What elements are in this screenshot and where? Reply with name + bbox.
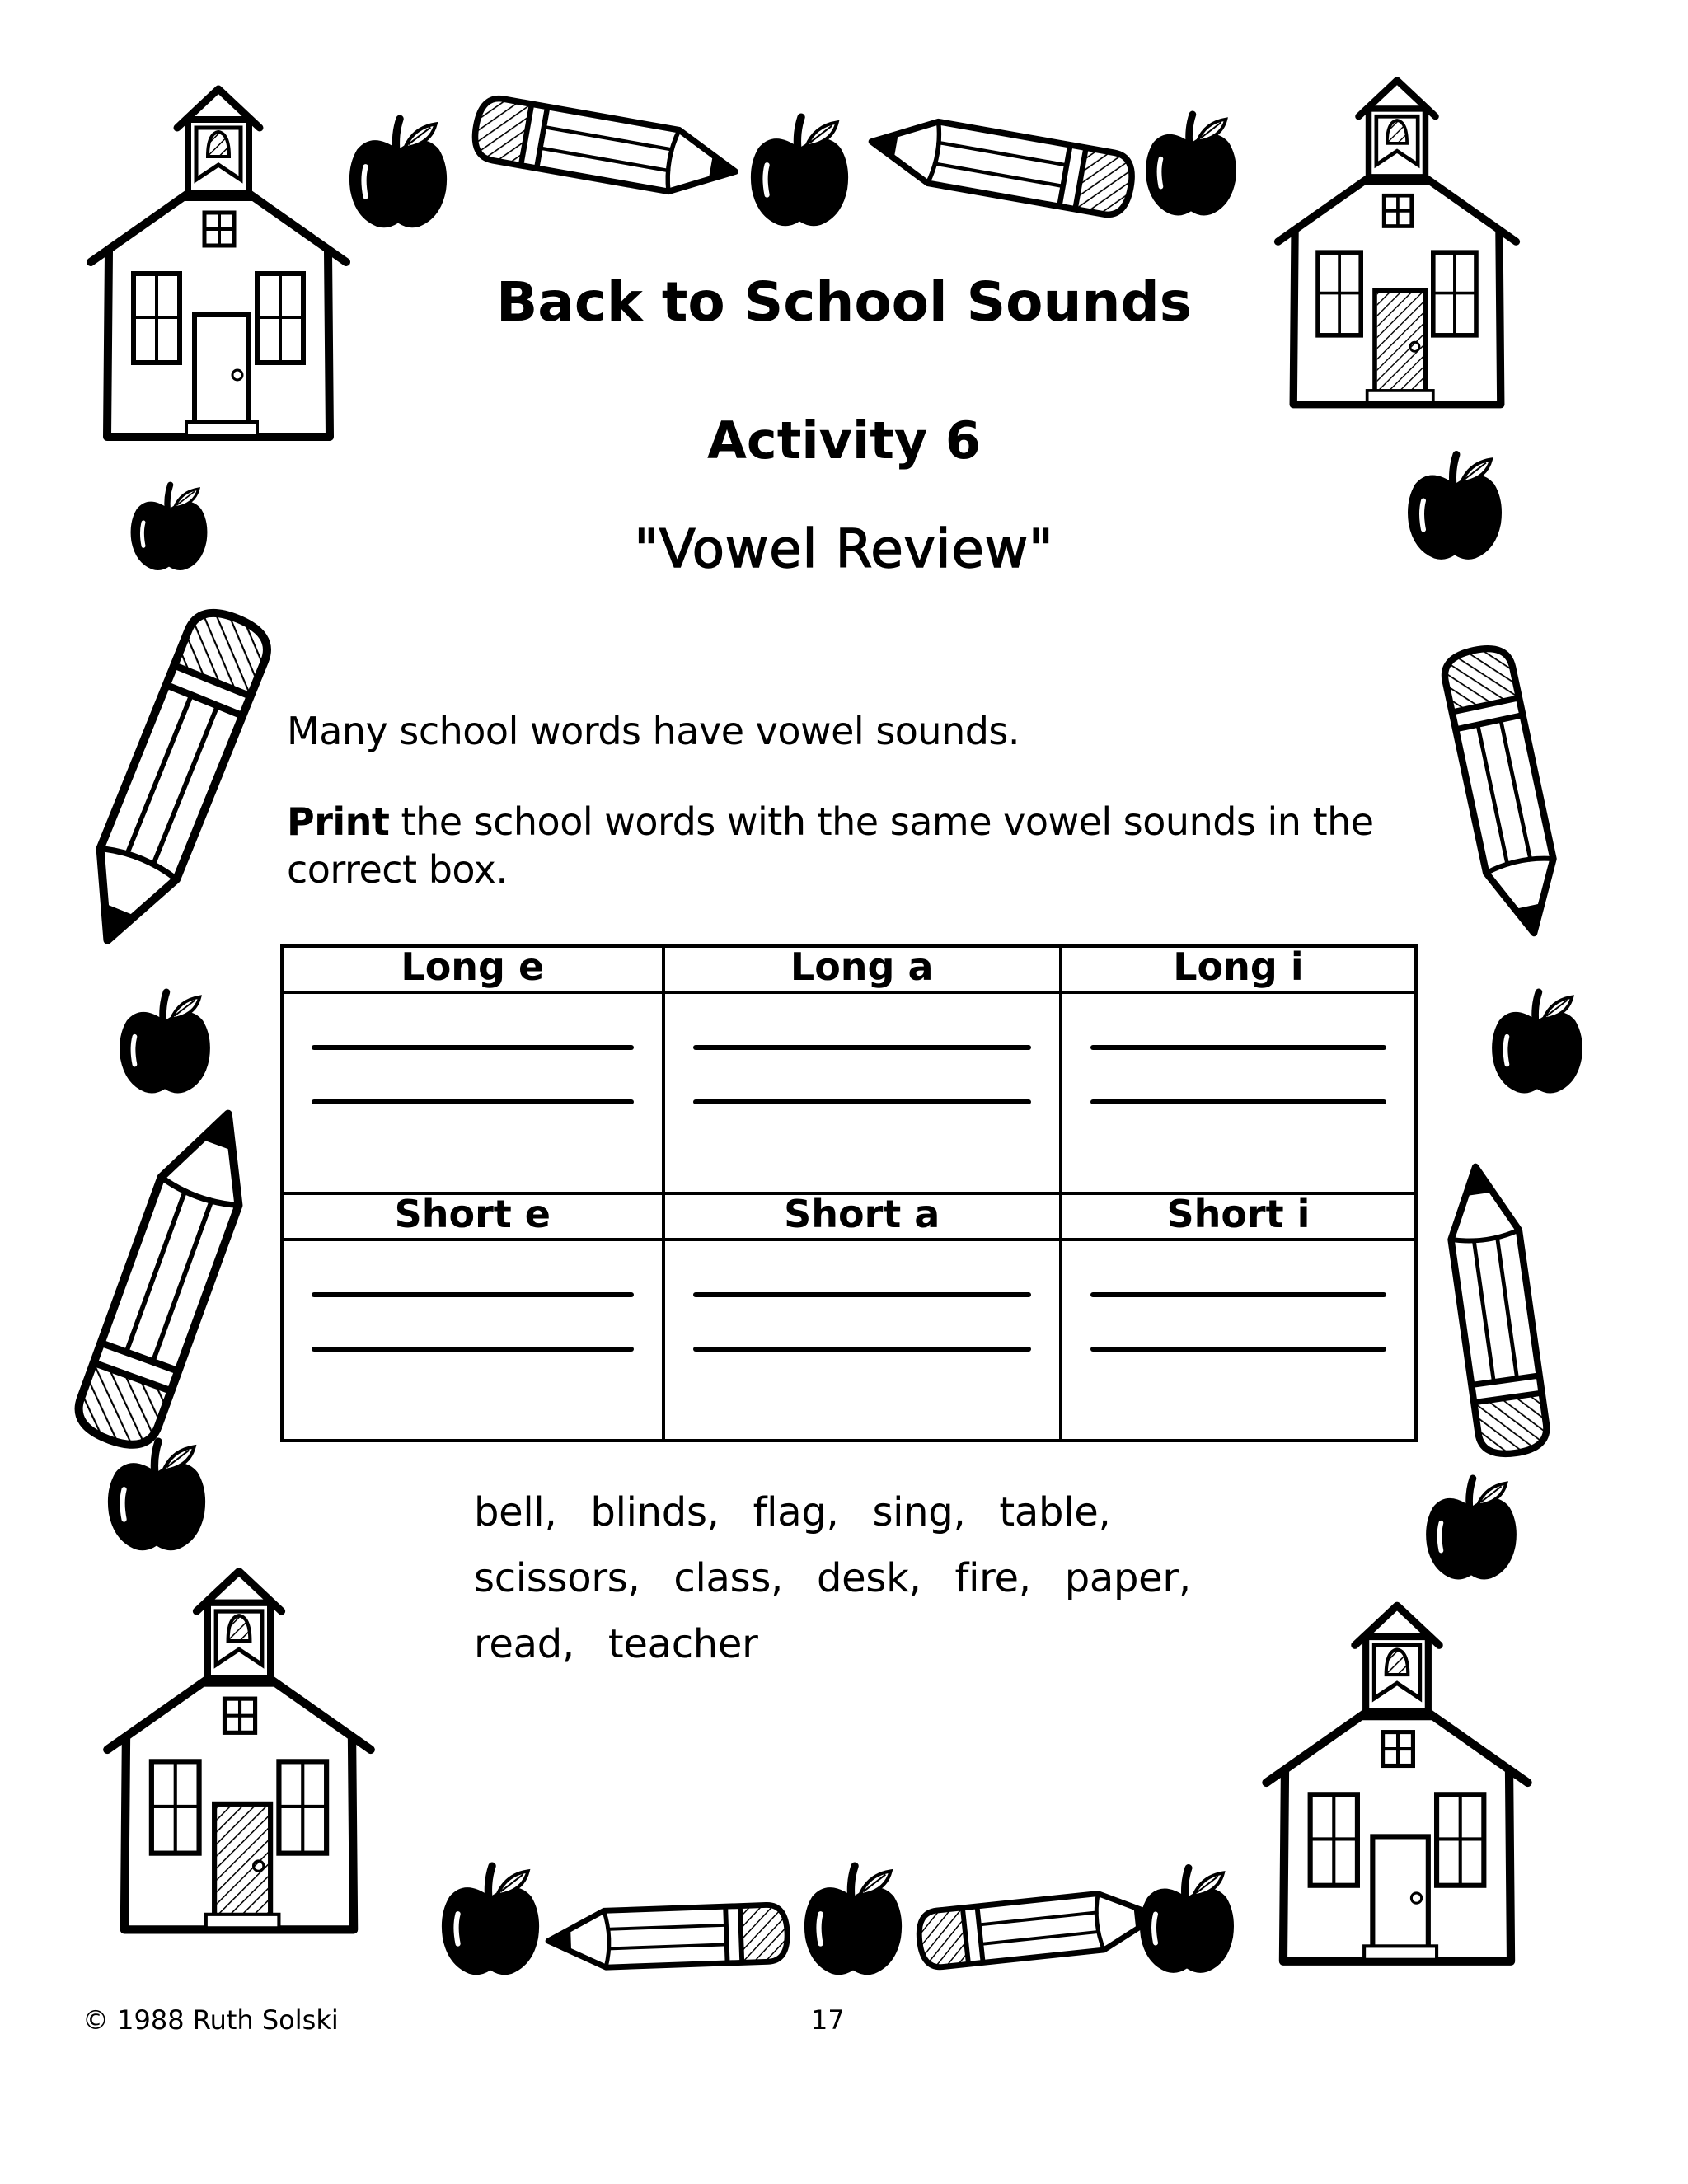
answer-cell-short-e[interactable] (282, 1240, 663, 1441)
schoolhouse-icon (82, 82, 363, 445)
word-bank-line (474, 1479, 1298, 1545)
answer-cell-long-i[interactable] (1061, 992, 1416, 1193)
answer-line[interactable] (1090, 1292, 1386, 1297)
word-bank-line (474, 1611, 1298, 1677)
apple-icon (746, 114, 853, 229)
answer-line[interactable] (312, 1292, 634, 1297)
schoolhouse-icon (99, 1549, 379, 1953)
page-number: 17 (811, 2004, 845, 2036)
answer-cell-long-a[interactable] (663, 992, 1061, 1193)
activity-number: Activity 6 (706, 410, 982, 471)
header-short-a: Short a (663, 1193, 1061, 1240)
apple-icon (1488, 989, 1587, 1096)
word-bank-line (474, 1545, 1298, 1611)
answer-line[interactable] (693, 1347, 1031, 1352)
header-short-i: Short i (1061, 1193, 1416, 1240)
answer-line[interactable] (312, 1347, 634, 1352)
answer-line[interactable] (1090, 1045, 1386, 1050)
instruction-text (287, 798, 1441, 893)
answer-line[interactable] (312, 1045, 634, 1050)
schoolhouse-icon (1261, 74, 1533, 412)
answer-row-short (282, 1240, 1416, 1441)
word: paper, (1064, 1555, 1191, 1601)
header-long-e: Long e (282, 946, 663, 992)
word: scissors, (474, 1555, 640, 1601)
print-keyword: Print (287, 799, 390, 844)
pencil-icon (1401, 610, 1607, 972)
word: fire, (954, 1555, 1031, 1601)
word: blinds, (590, 1489, 720, 1535)
answer-line[interactable] (693, 1099, 1031, 1104)
answer-line[interactable] (1090, 1347, 1386, 1352)
answer-line[interactable] (693, 1045, 1031, 1050)
word: class, (673, 1555, 784, 1601)
apple-icon (115, 989, 214, 1096)
pencil-icon (548, 1896, 795, 1978)
word: table, (999, 1489, 1111, 1535)
word-bank (474, 1479, 1298, 1677)
word: read, (474, 1621, 574, 1667)
apple-icon (1422, 1475, 1521, 1582)
apple-icon (437, 1863, 544, 1978)
answer-line[interactable] (1090, 1099, 1386, 1104)
answer-cell-short-i[interactable] (1061, 1240, 1416, 1441)
instruction-rest: the school words with the same vowel sounds in the correct box. (287, 799, 1374, 892)
header-long-i: Long i (1061, 946, 1416, 992)
header-row-short (282, 1193, 1416, 1240)
word: flag, (753, 1489, 839, 1535)
apple-icon (1137, 1863, 1236, 1978)
answer-line[interactable] (693, 1292, 1031, 1297)
pencil-icon (49, 593, 297, 964)
copyright-notice: © 1988 Ruth Solski (82, 2004, 339, 2036)
answer-cell-long-e[interactable] (282, 992, 663, 1193)
header-long-a: Long a (663, 946, 1061, 992)
apple-icon (1142, 111, 1240, 218)
intro-text: Many school words have vowel sounds. (287, 709, 1020, 753)
answer-line[interactable] (312, 1099, 634, 1104)
pencil-icon (45, 1096, 293, 1459)
apple-icon (345, 115, 452, 231)
word: bell, (474, 1489, 557, 1535)
word: teacher (607, 1621, 758, 1667)
activity-subtitle: "Vowel Review" (634, 519, 1054, 580)
pencil-icon (470, 103, 742, 194)
header-short-e: Short e (282, 1193, 663, 1240)
pencil-icon (915, 1887, 1162, 1970)
pencil-icon (1393, 1137, 1599, 1483)
word: sing, (872, 1489, 966, 1535)
page-title: Back to School Sounds (495, 270, 1192, 334)
answer-row-long (282, 992, 1416, 1193)
pencil-icon (870, 120, 1142, 210)
schoolhouse-icon (1257, 1599, 1537, 1970)
answer-cell-short-a[interactable] (663, 1240, 1061, 1441)
apple-icon (103, 1438, 210, 1554)
apple-icon (799, 1863, 907, 1978)
word: desk, (816, 1555, 921, 1601)
header-row-long (282, 946, 1416, 992)
vowel-sort-table (280, 944, 1418, 1442)
